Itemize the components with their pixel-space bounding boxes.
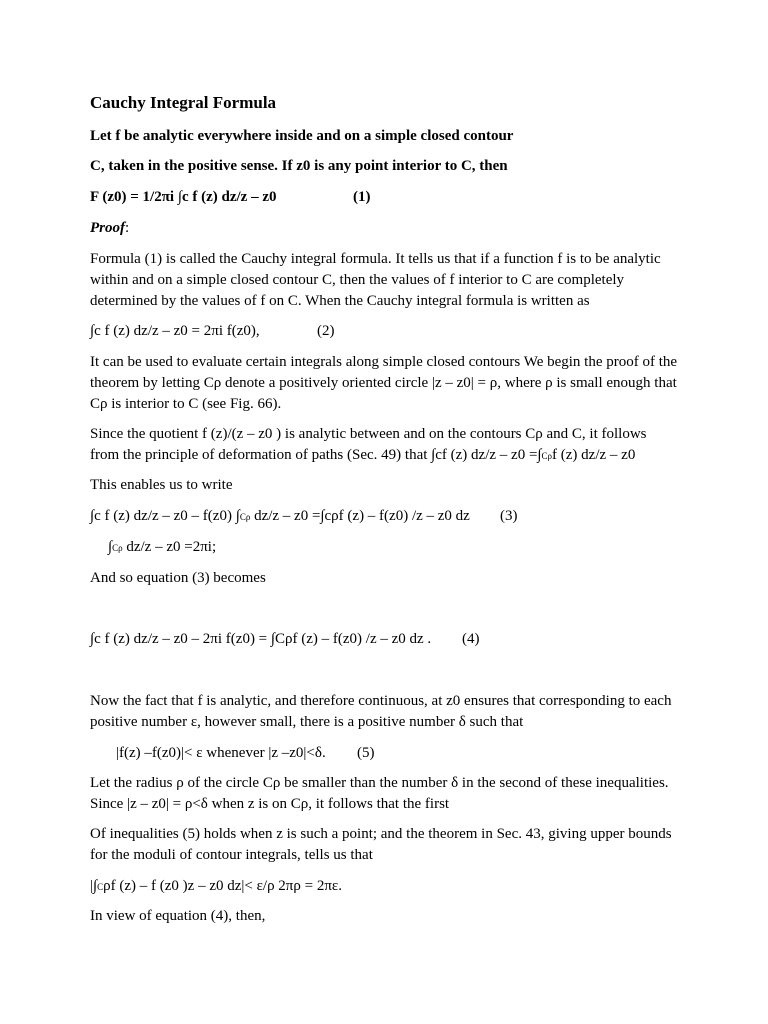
proof-colon: :	[125, 220, 130, 236]
formula-1	[90, 187, 277, 208]
paragraph-5: And so equation (3) becomes	[90, 570, 266, 586]
paragraph-3-line-2	[90, 445, 635, 467]
equation-2-number: (2)	[317, 323, 335, 339]
equation-3-text: ∫c f (z) dz/z – z0 – f(z0) ∫	[90, 508, 240, 524]
equation-4-number: (4)	[462, 631, 480, 647]
document-title: Cauchy Integral Formula	[90, 93, 277, 112]
subscript-c-rho: Cρ	[541, 451, 553, 461]
equation-6-tail: ρf (z) – f (z0 )z – z0 dz|< ε/ρ 2πρ = 2πε.	[103, 878, 342, 894]
paragraph-4: This enables us to write	[90, 477, 233, 493]
paragraph-2: It can be used to evaluate certain integrals along simple closed contours We begin the proof of the theorem by letting Cρ denote a positively oriented circle |z – z0| = ρ, where ρ is small enough that Cρ is interior to C (see Fig. 66).	[90, 354, 678, 412]
proof-label: Proof	[90, 220, 125, 236]
subscript-c-rho: Cρ	[239, 512, 251, 522]
equation-6-text: |∫	[90, 878, 98, 894]
paragraph-8: Of inequalities (5) holds when z is such a point; and the theorem in Sec. 43, giving upper bounds for the moduli of contour integrals, tells us that	[90, 826, 672, 863]
equation-3b	[108, 537, 216, 559]
paragraph-3-tail: f (z) dz/z – z0	[552, 447, 636, 463]
theorem-line-2: C, taken in the positive sense. If z0 is any point interior to C, then	[90, 158, 508, 174]
formula-1-text: F (z0) = 1/2πi ∫c f (z) dz/z – z0	[90, 189, 277, 205]
equation-3b-tail: dz/z – z0 =2πi;	[122, 539, 217, 555]
subscript-c: C	[97, 882, 104, 892]
equation-4: ∫c f (z) dz/z – z0 – 2πi f(z0) = ∫Cρf (z) – f(z0) /z – z0 dz .	[90, 631, 432, 647]
paragraph-1: Formula (1) is called the Cauchy integral formula. It tells us that if a function f is to be analytic within and on a simple closed contour C, then the values of f interior to C are completely determined by the values of f on C. When the Cauchy integral formula is written as	[90, 251, 661, 309]
paragraph-3-line-1: Since the quotient f (z)/(z – z0 ) is analytic between and on the contours Cρ and C, it follows	[90, 426, 647, 442]
paragraph-6: Now the fact that f is analytic, and therefore continuous, at z0 ensures that corresponding to each positive number ε, however small, there is a positive number δ such that	[90, 693, 672, 730]
equation-5: |f(z) –f(z0)|< ε whenever |z –z0|<δ.	[116, 745, 326, 761]
equation-3-number: (3)	[500, 508, 518, 524]
equation-3-tail: dz/z – z0 =∫cρf (z) – f(z0) /z – z0 dz	[250, 508, 470, 524]
theorem-line-1: Let f be analytic everywhere inside and on a simple closed contour	[90, 128, 514, 144]
paragraph-9: In view of equation (4), then,	[90, 908, 266, 924]
equation-3	[90, 506, 470, 528]
subscript-c-rho: Cρ	[112, 543, 123, 553]
paragraph-3-text: from the principle of deformation of paths (Sec. 49) that ∫cf (z) dz/z – z0 =∫	[90, 447, 542, 463]
paragraph-7: Let the radius ρ of the circle Cρ be smaller than the number δ in the second of these inequalities. Since |z – z0| = ρ<δ when z is on Cρ, it follows that the first	[90, 775, 669, 812]
formula-1-number: (1)	[353, 189, 371, 205]
equation-6	[90, 876, 342, 898]
equation-3b-text: ∫	[108, 539, 113, 555]
proof-heading	[90, 218, 129, 239]
equation-5-number: (5)	[357, 745, 375, 761]
equation-2: ∫c f (z) dz/z – z0 = 2πi f(z0),	[90, 323, 260, 339]
